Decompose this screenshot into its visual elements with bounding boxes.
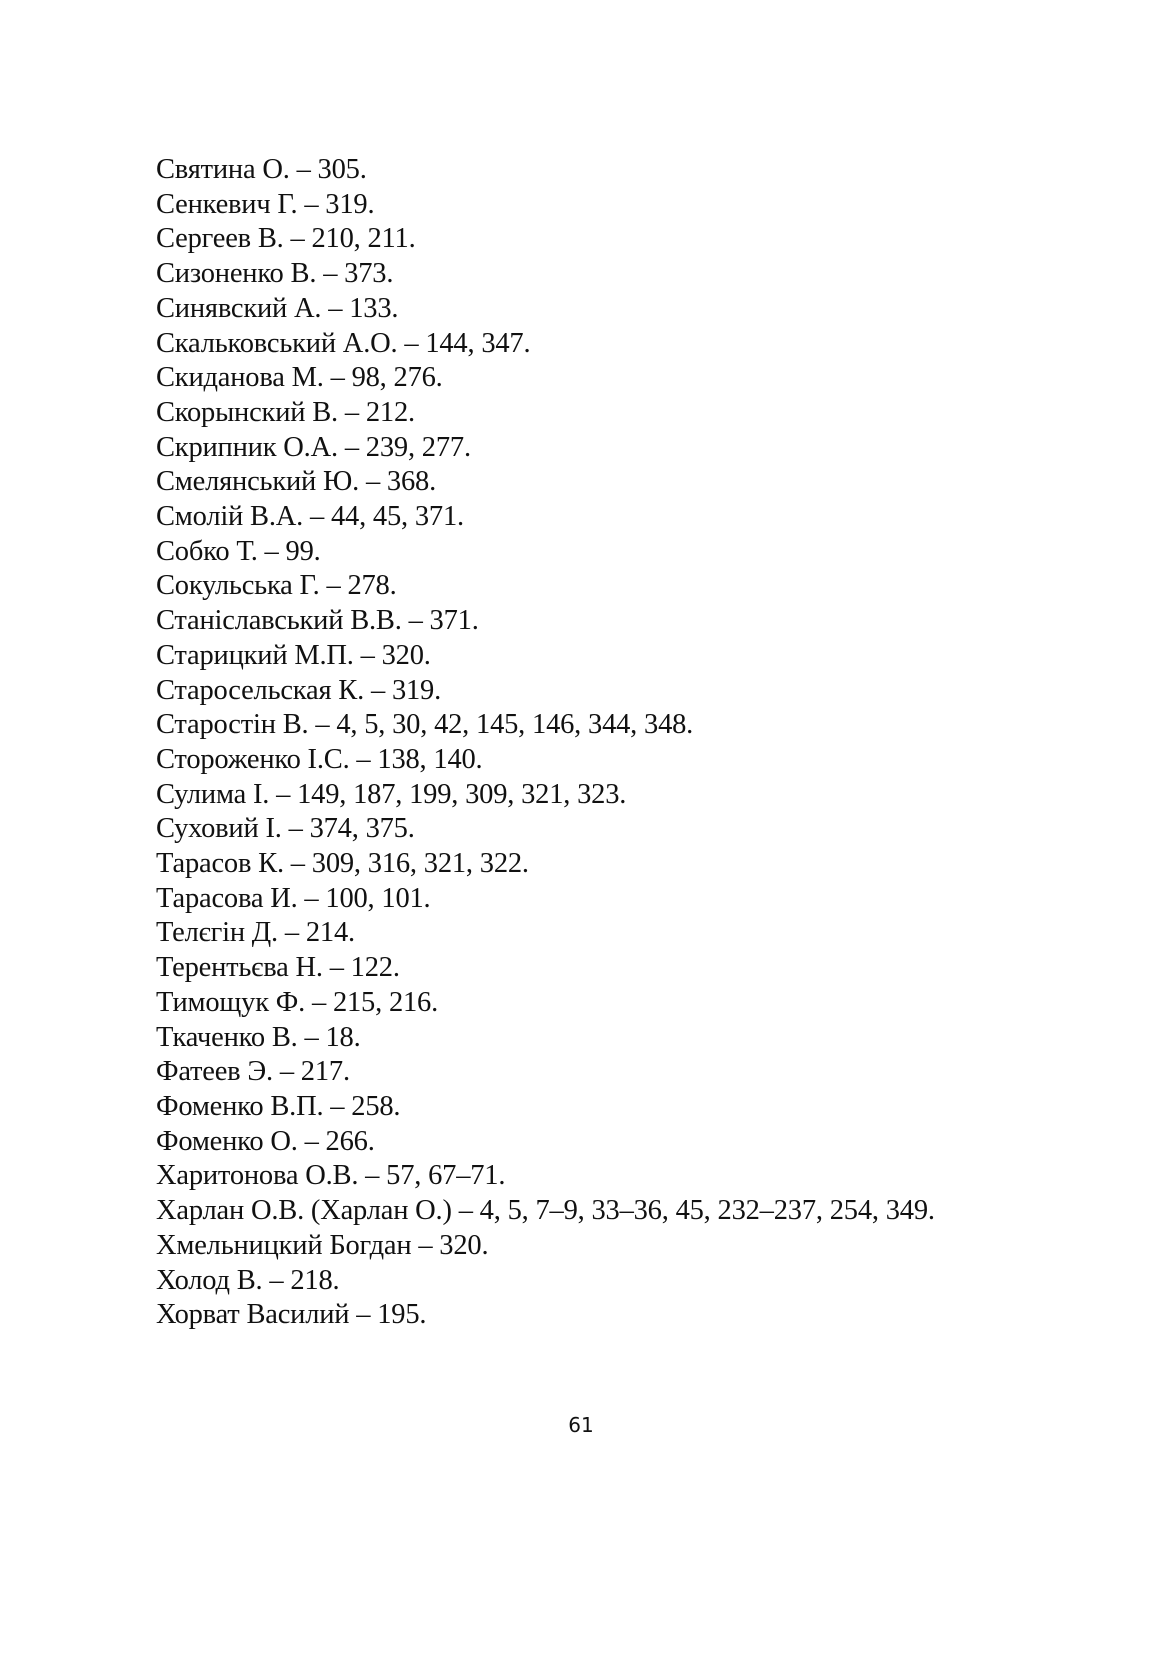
index-entry: Старосельская К. – 319. bbox=[156, 674, 442, 706]
index-entry: Сизоненко В. – 373. bbox=[156, 258, 394, 290]
index-entry: Фоменко О. – 266. bbox=[156, 1125, 375, 1157]
index-entry: Фатеев Э. – 217. bbox=[156, 1056, 350, 1088]
index-entry: Терентьєва Н. – 122. bbox=[156, 952, 400, 984]
index-entry: Смолій В.А. – 44, 45, 371. bbox=[156, 501, 464, 533]
index-entry: Скальковський А.О. – 144, 347. bbox=[156, 327, 531, 359]
index-entry: Собко Т. – 99. bbox=[156, 535, 321, 567]
index-entry: Хмельницкий Богдан – 320. bbox=[156, 1229, 489, 1261]
index-entry: Ткаченко В. – 18. bbox=[156, 1021, 361, 1053]
index-entry: Харитонова О.В. – 57, 67–71. bbox=[156, 1160, 506, 1192]
index-entry: Смелянський Ю. – 368. bbox=[156, 466, 436, 498]
name-index-list bbox=[156, 153, 976, 1333]
page-number: 61 bbox=[568, 1413, 594, 1437]
index-entry: Сокульська Г. – 278. bbox=[156, 570, 397, 602]
index-entry: Фоменко В.П. – 258. bbox=[156, 1090, 401, 1122]
index-entry: Сулима І. – 149, 187, 199, 309, 321, 323. bbox=[156, 778, 627, 810]
index-entry: Суховий І. – 374, 375. bbox=[156, 813, 415, 845]
index-entry: Старостін В. – 4, 5, 30, 42, 145, 146, 344, 348. bbox=[156, 709, 694, 741]
index-entry: Хорват Василий – 195. bbox=[156, 1299, 427, 1331]
index-entry: Святина О. – 305. bbox=[156, 154, 367, 185]
index-entry: Скиданова М. – 98, 276. bbox=[156, 362, 443, 394]
index-entry: Синявский А. – 133. bbox=[156, 292, 399, 324]
index-entry: Скорынский В. – 212. bbox=[156, 396, 415, 428]
index-entry: Станіславський В.В. – 371. bbox=[156, 605, 479, 637]
index-entry: Холод В. – 218. bbox=[156, 1264, 340, 1296]
index-entry: Харлан О.В. (Харлан О.) – 4, 5, 7–9, 33–36, 45, 232–237, 254, 349. bbox=[156, 1195, 935, 1227]
index-entry: Скрипник О.А. – 239, 277. bbox=[156, 431, 471, 463]
index-entry: Телєгін Д. – 214. bbox=[156, 917, 355, 949]
index-entry: Тарасова И. – 100, 101. bbox=[156, 882, 431, 914]
index-entry: Тарасов К. – 309, 316, 321, 322. bbox=[156, 848, 529, 880]
index-entry: Старицкий М.П. – 320. bbox=[156, 639, 431, 671]
index-entry: Тимощук Ф. – 215, 216. bbox=[156, 986, 439, 1018]
index-entry: Сергеев В. – 210, 211. bbox=[156, 223, 416, 255]
index-entry: Стороженко І.С. – 138, 140. bbox=[156, 743, 483, 775]
index-entry: Сенкевич Г. – 319. bbox=[156, 188, 375, 220]
